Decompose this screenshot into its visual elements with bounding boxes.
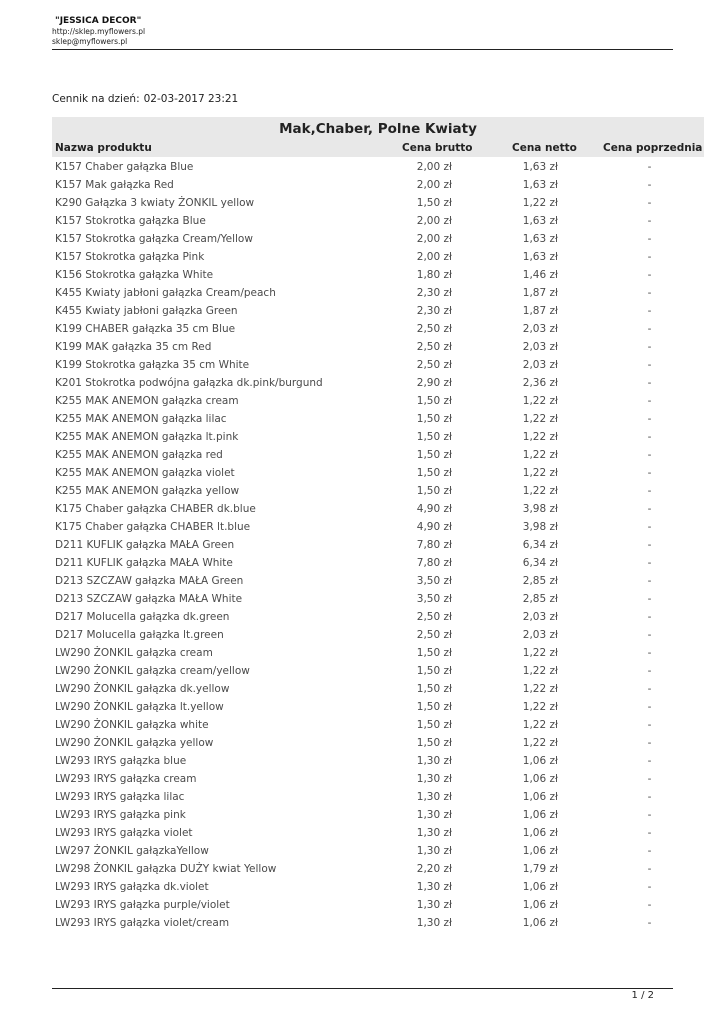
previous-price: - bbox=[647, 305, 652, 317]
gross-price: 1,30 zł bbox=[416, 809, 452, 821]
product-name: D217 Molucella gałązka dk.green bbox=[55, 611, 230, 623]
table-row bbox=[52, 752, 704, 770]
gross-price: 1,50 zł bbox=[416, 683, 452, 695]
gross-price: 2,30 zł bbox=[416, 287, 452, 299]
net-price: 1,22 zł bbox=[522, 485, 558, 497]
previous-price: - bbox=[647, 557, 652, 569]
table-row bbox=[52, 428, 704, 446]
net-price: 1,06 zł bbox=[522, 773, 558, 785]
date-label: Cennik na dzień: bbox=[52, 93, 140, 105]
previous-price: - bbox=[647, 413, 652, 425]
product-name: LW290 ŻONKIL gałązka white bbox=[55, 719, 209, 731]
net-price: 2,03 zł bbox=[522, 611, 558, 623]
net-price: 1,22 zł bbox=[522, 413, 558, 425]
previous-price: - bbox=[647, 323, 652, 335]
product-name: LW293 IRYS gałązka blue bbox=[55, 755, 187, 767]
product-name: K255 MAK ANEMON gałązka yellow bbox=[55, 485, 240, 497]
table-row bbox=[52, 212, 704, 230]
net-price: 1,06 zł bbox=[522, 881, 558, 893]
table-row bbox=[52, 374, 704, 392]
previous-price: - bbox=[647, 899, 652, 911]
page-number: 1 / 2 bbox=[631, 990, 654, 1001]
net-price: 2,03 zł bbox=[522, 323, 558, 335]
gross-price: 4,90 zł bbox=[416, 503, 452, 515]
gross-price: 2,00 zł bbox=[416, 215, 452, 227]
product-name: K290 Gałązka 3 kwiaty ŻONKIL yellow bbox=[55, 197, 255, 209]
previous-price: - bbox=[647, 881, 652, 893]
table-row bbox=[52, 302, 704, 320]
product-name: K255 MAK ANEMON gałązka lilac bbox=[55, 413, 227, 425]
header-divider bbox=[52, 49, 673, 50]
table-row bbox=[52, 446, 704, 464]
net-price: 1,06 zł bbox=[522, 899, 558, 911]
product-name: K156 Stokrotka gałązka White bbox=[55, 269, 214, 281]
net-price: 1,22 zł bbox=[522, 395, 558, 407]
previous-price: - bbox=[647, 665, 652, 677]
net-price: 1,06 zł bbox=[522, 827, 558, 839]
previous-price: - bbox=[647, 539, 652, 551]
net-price: 1,22 zł bbox=[522, 647, 558, 659]
product-name: K255 MAK ANEMON gałązka cream bbox=[55, 395, 239, 407]
previous-price: - bbox=[647, 503, 652, 515]
table-row bbox=[52, 320, 704, 338]
previous-price: - bbox=[647, 683, 652, 695]
net-price: 2,36 zł bbox=[522, 377, 558, 389]
table-row bbox=[52, 806, 704, 824]
table-row bbox=[52, 590, 704, 608]
product-name: LW293 IRYS gałązka purple/violet bbox=[55, 899, 230, 911]
table-row bbox=[52, 356, 704, 374]
company-header bbox=[52, 16, 673, 47]
gross-price: 7,80 zł bbox=[416, 557, 452, 569]
table-row bbox=[52, 914, 704, 932]
table-row bbox=[52, 158, 704, 176]
gross-price: 2,20 zł bbox=[416, 863, 452, 875]
product-name: LW293 IRYS gałązka dk.violet bbox=[55, 881, 209, 893]
table-row bbox=[52, 824, 704, 842]
previous-price: - bbox=[647, 269, 652, 281]
previous-price: - bbox=[647, 827, 652, 839]
previous-price: - bbox=[647, 791, 652, 803]
gross-price: 1,50 zł bbox=[416, 413, 452, 425]
product-name: K175 Chaber gałązka CHABER lt.blue bbox=[55, 521, 251, 533]
company-url: http://sklep.myflowers.pl bbox=[52, 27, 146, 36]
net-price: 1,06 zł bbox=[522, 809, 558, 821]
product-name: LW293 IRYS gałązka violet bbox=[55, 827, 193, 839]
product-name: LW298 ŻONKIL gałązka DUŻY kwiat Yellow bbox=[55, 863, 277, 875]
gross-price: 2,90 zł bbox=[416, 377, 452, 389]
previous-price: - bbox=[647, 197, 652, 209]
net-price: 1,63 zł bbox=[522, 251, 558, 263]
table-row bbox=[52, 194, 704, 212]
previous-price: - bbox=[647, 521, 652, 533]
gross-price: 1,30 zł bbox=[416, 917, 452, 929]
product-name: K157 Mak gałązka Red bbox=[55, 179, 174, 191]
table-row bbox=[52, 482, 704, 500]
gross-price: 1,50 zł bbox=[416, 197, 452, 209]
product-name: K199 Stokrotka gałązka 35 cm White bbox=[55, 359, 250, 371]
product-name: K455 Kwiaty jabłoni gałązka Green bbox=[55, 305, 238, 317]
previous-price: - bbox=[647, 719, 652, 731]
product-name: K157 Chaber gałązka Blue bbox=[55, 161, 194, 173]
net-price: 3,98 zł bbox=[522, 503, 558, 515]
product-name: D213 SZCZAW gałązka MAŁA Green bbox=[55, 575, 244, 587]
table-row bbox=[52, 554, 704, 572]
previous-price: - bbox=[647, 809, 652, 821]
previous-price: - bbox=[647, 737, 652, 749]
table-row bbox=[52, 770, 704, 788]
gross-price: 3,50 zł bbox=[416, 575, 452, 587]
net-price: 1,63 zł bbox=[522, 179, 558, 191]
table-title: Mak,Chaber, Polne Kwiaty bbox=[279, 121, 477, 137]
table-row bbox=[52, 536, 704, 554]
previous-price: - bbox=[647, 215, 652, 227]
gross-price: 1,50 zł bbox=[416, 485, 452, 497]
net-price: 6,34 zł bbox=[522, 557, 558, 569]
gross-price: 1,50 zł bbox=[416, 449, 452, 461]
gross-price: 2,00 zł bbox=[416, 179, 452, 191]
product-name: LW293 IRYS gałązka cream bbox=[55, 773, 197, 785]
gross-price: 2,30 zł bbox=[416, 305, 452, 317]
table-row bbox=[52, 788, 704, 806]
net-price: 2,03 zł bbox=[522, 629, 558, 641]
product-name: K157 Stokrotka gałązka Pink bbox=[55, 251, 205, 263]
previous-price: - bbox=[647, 449, 652, 461]
previous-price: - bbox=[647, 611, 652, 623]
net-price: 2,03 zł bbox=[522, 341, 558, 353]
previous-price: - bbox=[647, 251, 652, 263]
previous-price: - bbox=[647, 863, 652, 875]
table-row bbox=[52, 176, 704, 194]
product-name: LW293 IRYS gałązka lilac bbox=[55, 791, 185, 803]
product-name: K255 MAK ANEMON gałązka violet bbox=[55, 467, 235, 479]
product-name: LW290 ŻONKIL gałązka yellow bbox=[55, 737, 214, 749]
gross-price: 1,50 zł bbox=[416, 665, 452, 677]
net-price: 1,22 zł bbox=[522, 737, 558, 749]
previous-price: - bbox=[647, 179, 652, 191]
gross-price: 1,30 zł bbox=[416, 755, 452, 767]
previous-price: - bbox=[647, 161, 652, 173]
table-row bbox=[52, 698, 704, 716]
previous-price: - bbox=[647, 485, 652, 497]
table-row bbox=[52, 860, 704, 878]
net-price: 2,85 zł bbox=[522, 575, 558, 587]
net-price: 1,46 zł bbox=[522, 269, 558, 281]
product-name: D217 Molucella gałązka lt.green bbox=[55, 629, 224, 641]
gross-price: 1,30 zł bbox=[416, 881, 452, 893]
gross-price: 2,00 zł bbox=[416, 233, 452, 245]
gross-price: 2,50 zł bbox=[416, 323, 452, 335]
net-price: 1,22 zł bbox=[522, 719, 558, 731]
company-name: "JESSICA DECOR" bbox=[55, 16, 142, 26]
previous-price: - bbox=[647, 755, 652, 767]
net-price: 1,87 zł bbox=[522, 287, 558, 299]
net-price: 1,63 zł bbox=[522, 215, 558, 227]
product-name: LW290 ŻONKIL gałązka cream/yellow bbox=[55, 665, 250, 677]
net-price: 1,06 zł bbox=[522, 791, 558, 803]
date-value: 02-03-2017 23:21 bbox=[143, 93, 239, 105]
previous-price: - bbox=[647, 701, 652, 713]
product-name: LW293 IRYS gałązka violet/cream bbox=[55, 917, 230, 929]
table-row bbox=[52, 608, 704, 626]
net-price: 1,22 zł bbox=[522, 431, 558, 443]
gross-price: 1,50 zł bbox=[416, 431, 452, 443]
gross-price: 7,80 zł bbox=[416, 539, 452, 551]
gross-price: 2,50 zł bbox=[416, 629, 452, 641]
net-price: 2,03 zł bbox=[522, 359, 558, 371]
previous-price: - bbox=[647, 233, 652, 245]
net-price: 1,22 zł bbox=[522, 701, 558, 713]
net-price: 1,22 zł bbox=[522, 449, 558, 461]
product-name: K455 Kwiaty jabłoni gałązka Cream/peach bbox=[55, 287, 276, 299]
gross-price: 2,00 zł bbox=[416, 161, 452, 173]
gross-price: 2,50 zł bbox=[416, 359, 452, 371]
net-price: 1,63 zł bbox=[522, 233, 558, 245]
product-name: LW290 ŻONKIL gałązka dk.yellow bbox=[55, 683, 230, 695]
product-name: LW290 ŻONKIL gałązka cream bbox=[55, 647, 213, 659]
table-row bbox=[52, 626, 704, 644]
company-email: sklep@myflowers.pl bbox=[52, 37, 128, 46]
table-row bbox=[52, 896, 704, 914]
table-row bbox=[52, 644, 704, 662]
gross-price: 1,50 zł bbox=[416, 395, 452, 407]
previous-price: - bbox=[647, 593, 652, 605]
table-row bbox=[52, 518, 704, 536]
previous-price: - bbox=[647, 377, 652, 389]
net-price: 1,06 zł bbox=[522, 845, 558, 857]
net-price: 1,63 zł bbox=[522, 161, 558, 173]
product-name: K201 Stokrotka podwójna gałązka dk.pink/burgund bbox=[55, 377, 323, 389]
gross-price: 1,30 zł bbox=[416, 899, 452, 911]
price-list-date bbox=[52, 93, 238, 105]
product-name: K199 CHABER gałązka 35 cm Blue bbox=[55, 323, 236, 335]
gross-price: 1,30 zł bbox=[416, 827, 452, 839]
net-price: 1,06 zł bbox=[522, 917, 558, 929]
previous-price: - bbox=[647, 647, 652, 659]
gross-price: 1,50 zł bbox=[416, 467, 452, 479]
table-row bbox=[52, 842, 704, 860]
gross-price: 1,30 zł bbox=[416, 845, 452, 857]
previous-price: - bbox=[647, 395, 652, 407]
table-row bbox=[52, 734, 704, 752]
gross-price: 1,30 zł bbox=[416, 791, 452, 803]
table-row bbox=[52, 716, 704, 734]
table-row bbox=[52, 338, 704, 356]
footer-divider bbox=[52, 988, 673, 989]
previous-price: - bbox=[647, 773, 652, 785]
table-row bbox=[52, 248, 704, 266]
product-name: K157 Stokrotka gałązka Blue bbox=[55, 215, 206, 227]
gross-price: 4,90 zł bbox=[416, 521, 452, 533]
product-name: K255 MAK ANEMON gałązka lt.pink bbox=[55, 431, 239, 443]
gross-price: 1,50 zł bbox=[416, 737, 452, 749]
table-row bbox=[52, 500, 704, 518]
product-name: D211 KUFLIK gałązka MAŁA Green bbox=[55, 539, 235, 551]
product-name: K157 Stokrotka gałązka Cream/Yellow bbox=[55, 233, 253, 245]
previous-price: - bbox=[647, 845, 652, 857]
net-price: 1,06 zł bbox=[522, 755, 558, 767]
gross-price: 3,50 zł bbox=[416, 593, 452, 605]
table-row bbox=[52, 410, 704, 428]
table-row bbox=[52, 230, 704, 248]
gross-price: 2,00 zł bbox=[416, 251, 452, 263]
previous-price: - bbox=[647, 575, 652, 587]
table-header bbox=[52, 117, 704, 157]
price-table-body bbox=[52, 158, 704, 932]
column-header-name: Nazwa produktu bbox=[55, 142, 152, 154]
table-row bbox=[52, 878, 704, 896]
previous-price: - bbox=[647, 431, 652, 443]
net-price: 1,79 zł bbox=[522, 863, 558, 875]
column-header-net: Cena netto bbox=[512, 142, 577, 154]
product-name: K175 Chaber gałązka CHABER dk.blue bbox=[55, 503, 256, 515]
net-price: 1,22 zł bbox=[522, 467, 558, 479]
product-name: K255 MAK ANEMON gałązka red bbox=[55, 449, 223, 461]
product-name: LW297 ŻONKIL gałązkaYellow bbox=[55, 845, 209, 857]
column-header-previous: Cena poprzednia bbox=[603, 142, 703, 154]
product-name: K199 MAK gałązka 35 cm Red bbox=[55, 341, 212, 353]
previous-price: - bbox=[647, 287, 652, 299]
net-price: 3,98 zł bbox=[522, 521, 558, 533]
column-header-gross: Cena brutto bbox=[402, 142, 473, 154]
net-price: 1,22 zł bbox=[522, 683, 558, 695]
table-row bbox=[52, 266, 704, 284]
gross-price: 1,50 zł bbox=[416, 719, 452, 731]
previous-price: - bbox=[647, 629, 652, 641]
product-name: D213 SZCZAW gałązka MAŁA White bbox=[55, 593, 243, 605]
net-price: 6,34 zł bbox=[522, 539, 558, 551]
gross-price: 2,50 zł bbox=[416, 611, 452, 623]
net-price: 1,87 zł bbox=[522, 305, 558, 317]
previous-price: - bbox=[647, 917, 652, 929]
table-row bbox=[52, 392, 704, 410]
table-row bbox=[52, 680, 704, 698]
gross-price: 2,50 zł bbox=[416, 341, 452, 353]
product-name: LW293 IRYS gałązka pink bbox=[55, 809, 186, 821]
net-price: 1,22 zł bbox=[522, 197, 558, 209]
net-price: 2,85 zł bbox=[522, 593, 558, 605]
table-row bbox=[52, 284, 704, 302]
previous-price: - bbox=[647, 341, 652, 353]
net-price: 1,22 zł bbox=[522, 665, 558, 677]
table-row bbox=[52, 662, 704, 680]
previous-price: - bbox=[647, 359, 652, 371]
table-row bbox=[52, 572, 704, 590]
product-name: LW290 ŻONKIL gałązka lt.yellow bbox=[55, 701, 224, 713]
gross-price: 1,50 zł bbox=[416, 647, 452, 659]
gross-price: 1,50 zł bbox=[416, 701, 452, 713]
gross-price: 1,80 zł bbox=[416, 269, 452, 281]
gross-price: 1,30 zł bbox=[416, 773, 452, 785]
column-headers bbox=[52, 139, 704, 157]
previous-price: - bbox=[647, 467, 652, 479]
product-name: D211 KUFLIK gałązka MAŁA White bbox=[55, 557, 233, 569]
table-row bbox=[52, 464, 704, 482]
